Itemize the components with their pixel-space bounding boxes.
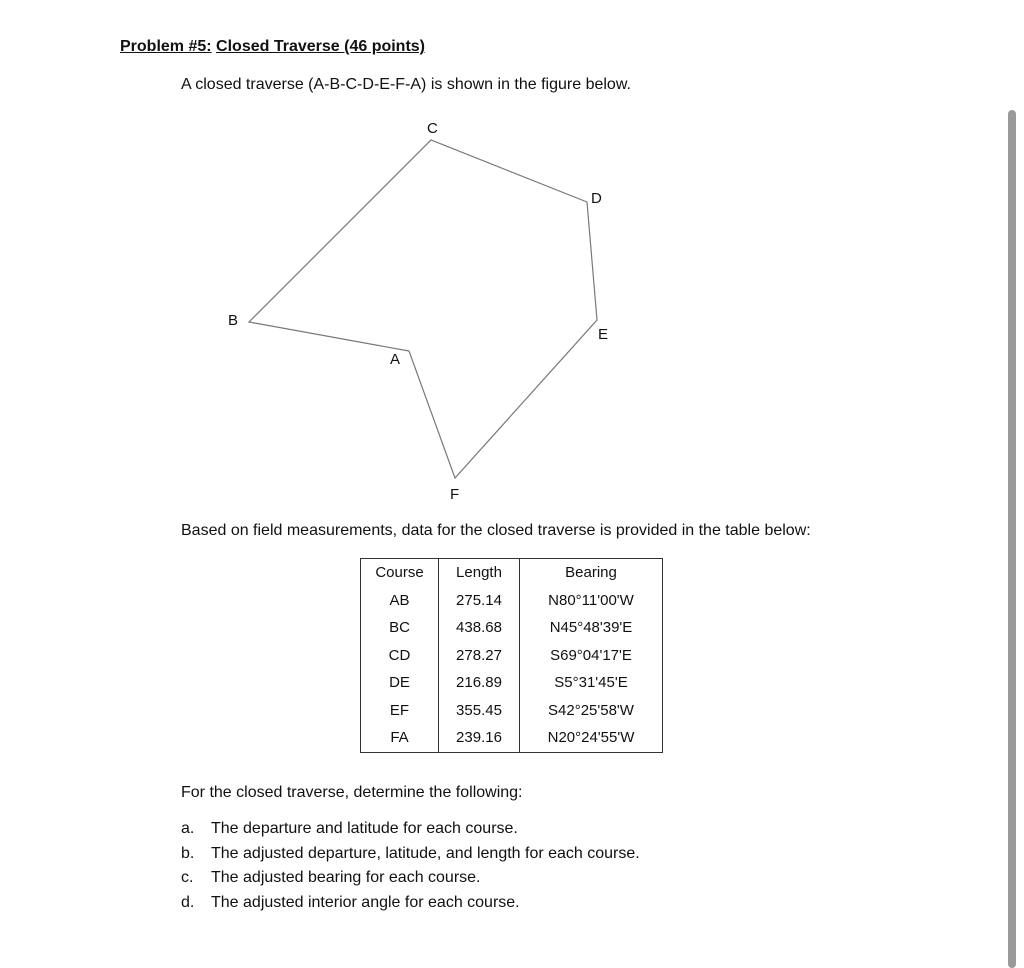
length-cell: 355.45 xyxy=(439,697,520,725)
point-label-d: D xyxy=(591,190,602,207)
table-row xyxy=(361,614,663,642)
list-item xyxy=(181,894,640,919)
task-list xyxy=(181,820,640,918)
bearing-cell: N45°48'39'E xyxy=(520,614,663,642)
table-row xyxy=(361,587,663,615)
course-cell: DE xyxy=(361,669,439,697)
list-item-text: The adjusted interior angle for each course. xyxy=(211,893,520,911)
bearing-cell: N20°24'55'W xyxy=(520,724,663,752)
length-cell: 275.14 xyxy=(439,587,520,615)
bearing-cell: S5°31'45'E xyxy=(520,669,663,697)
list-marker: d. xyxy=(181,893,195,911)
traverse-polygon xyxy=(249,140,597,478)
course-cell: FA xyxy=(361,724,439,752)
problem-title: Closed Traverse (46 points) xyxy=(216,38,426,55)
vertical-scrollbar[interactable] xyxy=(1008,110,1016,968)
table-row xyxy=(361,642,663,670)
question-text: For the closed traverse, determine the following: xyxy=(181,784,523,801)
point-label-b: B xyxy=(228,312,239,329)
length-cell: 239.16 xyxy=(439,724,520,752)
bearing-cell: N80°11'00'W xyxy=(520,587,663,615)
table-intro-text: Based on field measurements, data for the closed traverse is provided in the table below: xyxy=(181,522,811,539)
point-label-e: E xyxy=(598,326,609,343)
table-header-row xyxy=(361,559,663,587)
point-label-c: C xyxy=(427,120,438,137)
header-bearing: Bearing xyxy=(520,559,663,587)
figure-intro-text: A closed traverse (A-B-C-D-E-F-A) is shown in the figure below. xyxy=(181,76,631,93)
problem-number: Problem #5: xyxy=(120,38,212,55)
traverse-data-table xyxy=(360,558,663,753)
length-cell: 438.68 xyxy=(439,614,520,642)
bearing-cell: S69°04'17'E xyxy=(520,642,663,670)
length-cell: 278.27 xyxy=(439,642,520,670)
list-marker: a. xyxy=(181,820,195,837)
point-label-f: F xyxy=(450,486,460,503)
list-item xyxy=(181,845,640,870)
list-item-text: The adjusted bearing for each course. xyxy=(211,869,481,886)
list-marker: b. xyxy=(181,844,195,862)
header-length: Length xyxy=(439,559,520,587)
length-cell: 216.89 xyxy=(439,669,520,697)
list-item-text: The adjusted departure, latitude, and length for each course. xyxy=(211,844,640,862)
table-row xyxy=(361,669,663,697)
course-cell: BC xyxy=(361,614,439,642)
point-label-a: A xyxy=(390,351,401,368)
table-row xyxy=(361,724,663,752)
list-marker: c. xyxy=(181,869,194,886)
course-cell: AB xyxy=(361,587,439,615)
course-cell: CD xyxy=(361,642,439,670)
table-row xyxy=(361,697,663,725)
list-item xyxy=(181,820,640,845)
list-item-text: The departure and latitude for each course. xyxy=(211,820,518,837)
bearing-cell: S42°25'58'W xyxy=(520,697,663,725)
course-cell: EF xyxy=(361,697,439,725)
header-course: Course xyxy=(361,559,439,587)
list-item xyxy=(181,869,640,894)
